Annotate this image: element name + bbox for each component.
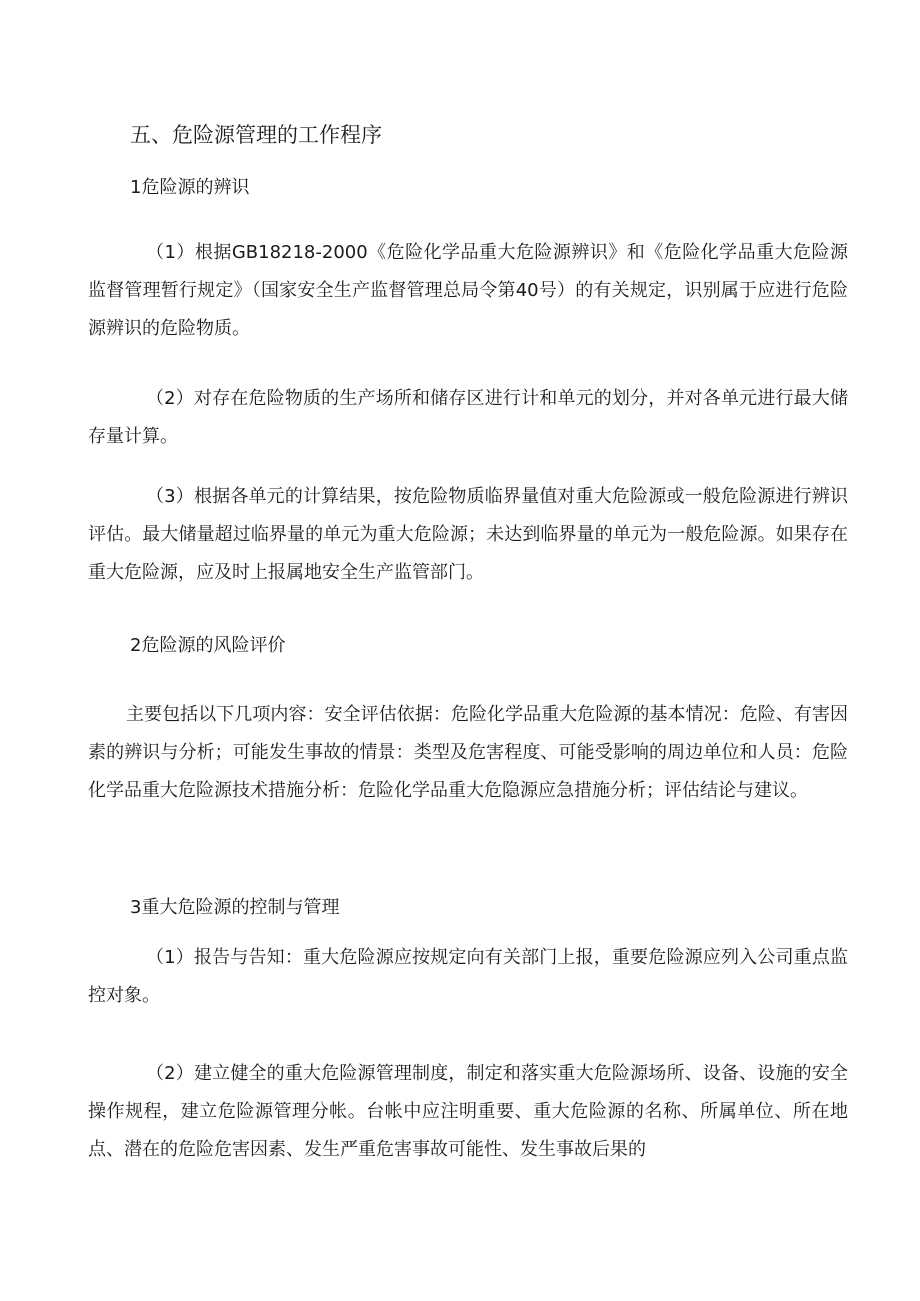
subsection-3-title: 3重大危险源的控制与管理 [130,897,340,918]
paragraph-4: 主要包括以下几项内容：安全评估依据：危险化学品重大危险源的基本情况：危险、有害因素的辨识与分析；可能发生事故的情景：类型及危害程度、可能受影响的周边单位和人员：危险化学品重大危险源技术措施分析：危险化学品重大危隐源应急措施分析；评估结论与建议。 [88,704,848,801]
paragraph-3: （3）根据各单元的计算结果，按危险物质临界量值对重大危险源或一般危险源进行辨识评估。最大储量超过临界量的单元为重大危险源；未达到临界量的单元为一般危险源。如果存在重大危险源，应及时上报属地安全生产监管部门。 [88,486,848,583]
paragraph-2: （2）对存在危险物质的生产场所和储存区进行计和单元的划分，并对各单元进行最大储存量计算。 [88,388,848,447]
paragraph-1: （1）根据GB18218-2000《危险化学品重大危险源辨识》和《危险化学品重大危险源监督管理暂行规定》（国家安全生产监督管理总局令第40号）的有关规定，识别属于应进行危险源辨识的危险物质。 [88,242,848,339]
section-title: 五、危险源管理的工作程序 [130,123,382,147]
subsection-1-title: 1危险源的辨识 [130,177,250,198]
paragraph-5: （1）报告与告知：重大危险源应按规定向有关部门上报，重要危险源应列入公司重点监控对象。 [88,947,848,1006]
subsection-2-title: 2危险源的风险评价 [130,635,286,656]
paragraph-6: （2）建立健全的重大危险源管理制度，制定和落实重大危险源场所、设备、设施的安全操作规程，建立危险源管理分帐。台帐中应注明重要、重大危险源的名称、所属单位、所在地点、潜在的危险危害因素、发生严重危害事故可能性、发生事故后果的 [88,1063,848,1160]
